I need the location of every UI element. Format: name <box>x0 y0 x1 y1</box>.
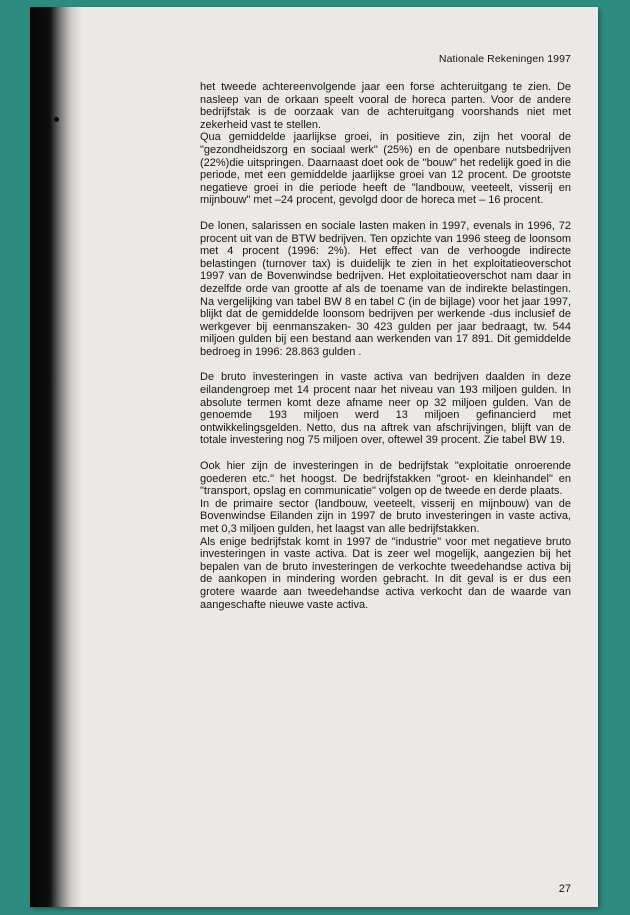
page-number: 27 <box>558 883 571 895</box>
paragraph: De bruto investeringen in vaste activa van bedrijven daalden in deze eilandengroep met 14 procent naar het niveau van 193 miljoen gulden. In absolute termen komt deze afname neer op 32 miljoen gulden. Van de genoemde 193 miljoen werd 13 miljoen gefinancierd met ontwikkelingsgelden. Netto, dus na aftrek van afschrijvingen, blijft van de totale investering nog 75 miljoen over, oftewel 39 procent. Zie tabel BW 19. <box>200 371 571 447</box>
paragraph: Qua gemiddelde jaarlijkse groei, in positieve zin, zijn het vooral de "gezondheidszorg en sociaal werk" (25%) en de openbare nutsbedrijven (22%)die uitspringen. Daarnaast doet ook de "bouw" het redelijk goed in die periode, met een gemiddelde jaarlijkse groei van 12 procent. De grootste negatieve groei in die periode heeft de "landbouw, veeteelt, visserij en mijnbouw" met –24 procent, gevolgd door de horeca met – 16 procent. <box>200 131 571 207</box>
body-text <box>200 81 571 611</box>
running-header: Nationale Rekeningen 1997 <box>438 53 571 65</box>
document-page <box>30 7 598 907</box>
paragraph: Ook hier zijn de investeringen in de bedrijfstak "exploitatie onroerende goederen etc." het hoogst. De bedrijfstakken "groot- en kleinhandel" en "transport, opslag en communicatie" volgen op de tweede en derde plaats. <box>200 460 571 498</box>
paragraph: Als enige bedrijfstak komt in 1997 de "industrie" voor met negatieve bruto investeringen in vaste activa. Dat is zeer wel mogelijk, aangezien bij het bepalen van de bruto investeringen de verkochte tweedehandse activa bij de aankopen in mindering worden gebracht. In dit geval is er dus een grotere waarde aan tweedehandse activa verkocht dan de waarde van aangeschafte nieuwe vaste activa. <box>200 535 571 611</box>
binding-shadow <box>30 7 82 907</box>
paragraph: In de primaire sector (landbouw, veeteelt, visserij en mijnbouw) van de Bovenwindse Eilanden zijn in 1997 de bruto investeringen in vaste activa, met 0,3 miljoen gulden, het laagst van alle bedrijfstakken. <box>200 497 571 535</box>
paragraph: het tweede achtereenvolgende jaar een forse achteruitgang te zien. De nasleep van de orkaan speelt vooral de horeca parten. Voor de andere bedrijfstak is de oorzaak van de achteruitgang voorshands niet met zekerheid vast te stellen. <box>200 81 571 131</box>
scan-speck <box>54 117 59 122</box>
paragraph: De lonen, salarissen en sociale lasten maken in 1997, evenals in 1996, 72 procent uit van de BTW bedrijven. Ten opzichte van 1996 steeg de loonsom met 4 procent (1996: 2%). Het effect van de verhoogde indirecte belastingen (turnover tax) is duidelijk te zien in het exploitatieoverschot 1997 van de Bovenwindse bedrijven. Het exploitatieoverschot nam daar in dezelfde orde van grootte af als de toename van de indirekte belastingen. Na vergelijking van tabel BW 8 en tabel C (in de bijlage) voor het jaar 1997, blijkt dat de gemiddelde loonsom bedrijven per werkende -dus inclusief de werkgever bij eenmanszaken- 30 423 gulden per jaar bedraagt, tw. 544 miljoen gulden bij een bestand aan werkenden van 17 891. Dit gemiddelde bedroeg in 1996: 28.863 gulden . <box>200 219 571 358</box>
